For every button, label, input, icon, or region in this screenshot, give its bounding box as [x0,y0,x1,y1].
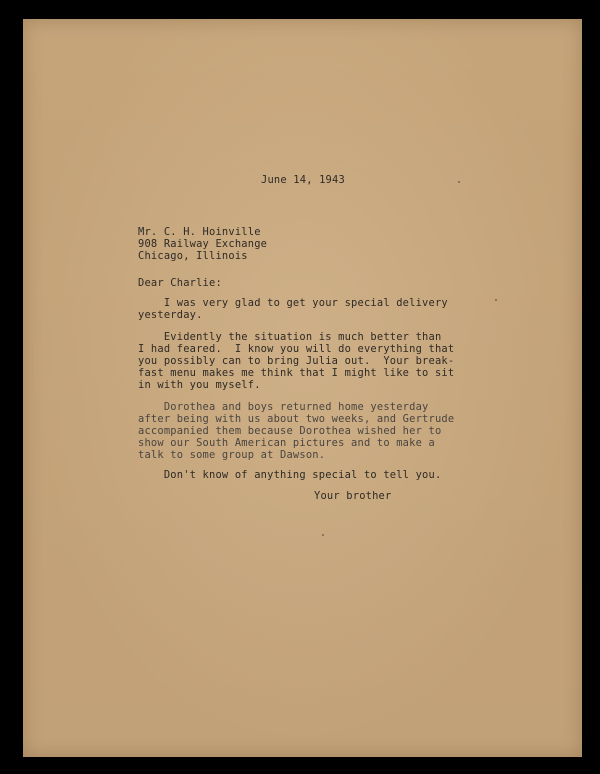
letter-page [23,19,582,757]
recipient-street: 908 Railway Exchange [138,238,268,250]
closing: Your brother [314,490,392,502]
letter-date: June 14, 1943 [261,174,345,186]
paper-speck [495,299,497,301]
paragraph-4-line-1: Don't know of anything special to tell you. [138,469,442,481]
paragraph-2-line-1: Evidently the situation is much better than [138,331,442,343]
salutation: Dear Charlie: [138,277,222,289]
paragraph-3-line-5: talk to some group at Dawson. [138,449,326,461]
paragraph-2-line-4: fast menu makes me think that I might like to sit [138,367,455,379]
paragraph-3-line-2: after being with us about two weeks, and Gertrude [138,413,455,425]
paragraph-2-line-5: in with you myself. [138,379,261,391]
paragraph-1-line-1: I was very glad to get your special delivery [138,297,448,309]
paper-speck [322,534,324,536]
paragraph-2-line-2: I had feared. I know you will do everything that [138,343,455,355]
recipient-city: Chicago, Illinois [138,250,248,262]
paragraph-3-line-3: accompanied them because Dorothea wished her to [138,425,442,437]
paragraph-2-line-3: you possibly can to bring Julia out. Your break- [138,355,455,367]
paragraph-3-line-4: show our South American pictures and to make a [138,437,435,449]
paper-speck [458,181,460,183]
paragraph-3-line-1: Dorothea and boys returned home yesterday [138,401,429,413]
recipient-name: Mr. C. H. Hoinville [138,226,261,238]
paragraph-1-line-2: yesterday. [138,309,203,321]
